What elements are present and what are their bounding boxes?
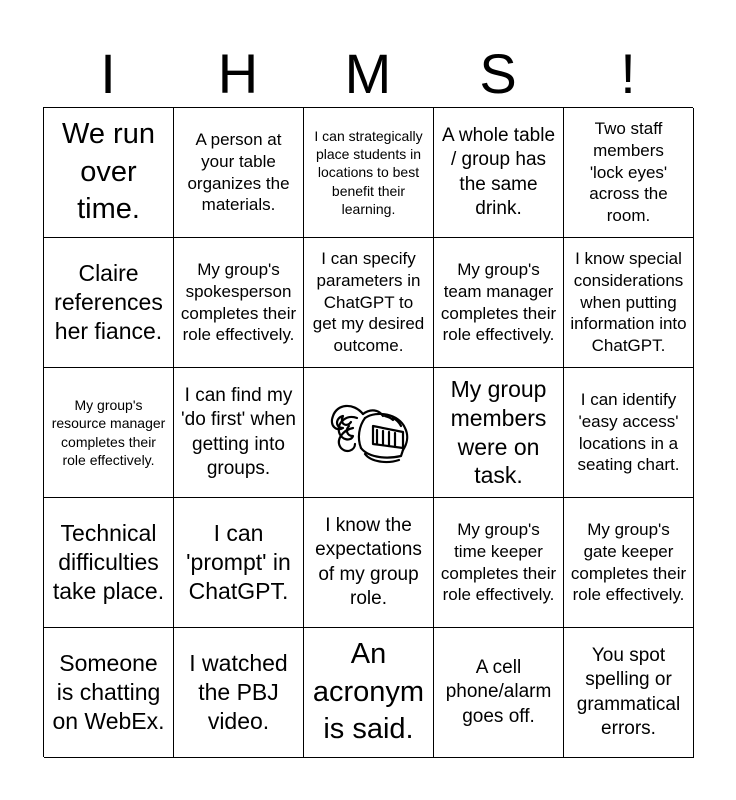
- bingo-cell[interactable]: [44, 368, 174, 498]
- cell-text: A person at your table organizes the materials.: [187, 129, 290, 215]
- bingo-cell[interactable]: [564, 628, 694, 758]
- knight-helmet-icon: [323, 398, 415, 468]
- bingo-cell[interactable]: [174, 238, 304, 368]
- cell-text: We run over time.: [62, 117, 155, 226]
- cell-text: My group's spokesperson completes their role effectively.: [180, 259, 297, 345]
- bingo-cell[interactable]: [564, 498, 694, 628]
- bingo-cell[interactable]: [304, 108, 434, 238]
- bingo-cell[interactable]: [44, 108, 174, 238]
- bingo-cell[interactable]: [174, 108, 304, 238]
- cell-text: I watched the PBJ video.: [189, 650, 288, 734]
- bingo-cell[interactable]: [434, 108, 564, 238]
- bingo-cell[interactable]: [564, 238, 694, 368]
- cell-text: My group's time keeper completes their role effectively.: [440, 519, 557, 605]
- cell-text: I know the expectations of my group role.: [315, 515, 422, 609]
- bingo-cell[interactable]: [174, 628, 304, 758]
- cell-text: I know special considerations when putting information into ChatGPT.: [570, 248, 687, 356]
- bingo-cell[interactable]: [564, 108, 694, 238]
- bingo-board: [43, 107, 693, 757]
- cell-text: Someone is chatting on WebEx.: [52, 650, 165, 734]
- cell-text: My group's gate keeper completes their role effectively.: [570, 519, 687, 605]
- bingo-cell[interactable]: [434, 498, 564, 628]
- cell-text: I can strategically place students in locations to best benefit their learning.: [314, 128, 423, 217]
- bingo-cell[interactable]: [304, 498, 434, 628]
- cell-text: My group's team manager completes their role effectively.: [440, 259, 557, 345]
- bingo-cell[interactable]: [44, 628, 174, 758]
- bingo-cell[interactable]: [564, 368, 694, 498]
- cell-text: A whole table / group has the same drink.: [441, 125, 556, 219]
- bingo-cell[interactable]: [174, 498, 304, 628]
- cell-text: You spot spelling or grammatical errors.: [576, 645, 681, 739]
- header-letter-1: I: [100, 42, 116, 105]
- cell-text: I can 'prompt' in ChatGPT.: [186, 520, 291, 604]
- bingo-header: [43, 42, 693, 106]
- header-letter-2: H: [217, 42, 259, 105]
- cell-text: An acronym is said.: [312, 637, 425, 746]
- cell-text: I can identify 'easy access' locations in a seating chart.: [577, 389, 680, 475]
- cell-text: My group's resource manager completes their role effectively.: [51, 397, 166, 468]
- bingo-cell[interactable]: [44, 498, 174, 628]
- bingo-cell[interactable]: [44, 238, 174, 368]
- bingo-cell[interactable]: [304, 628, 434, 758]
- bingo-cell[interactable]: [434, 628, 564, 758]
- cell-text: Claire references her fiance.: [54, 260, 163, 344]
- header-letter-4: S: [479, 42, 517, 105]
- cell-text: I can specify parameters in ChatGPT to get my desired outcome.: [312, 248, 425, 356]
- header-letter-5: !: [620, 42, 636, 105]
- cell-text: Two staff members 'lock eyes' across the room.: [589, 118, 668, 226]
- bingo-cell[interactable]: [174, 368, 304, 498]
- cell-text: I can find my 'do first' when getting into groups.: [181, 385, 296, 479]
- cell-text: My group members were on task.: [450, 376, 547, 489]
- cell-text: Technical difficulties take place.: [52, 520, 165, 604]
- bingo-cell[interactable]: [304, 238, 434, 368]
- free-space[interactable]: [304, 368, 434, 498]
- bingo-cell[interactable]: [434, 368, 564, 498]
- bingo-cell[interactable]: [434, 238, 564, 368]
- cell-text: A cell phone/alarm goes off.: [445, 657, 552, 727]
- header-letter-3: M: [344, 42, 392, 105]
